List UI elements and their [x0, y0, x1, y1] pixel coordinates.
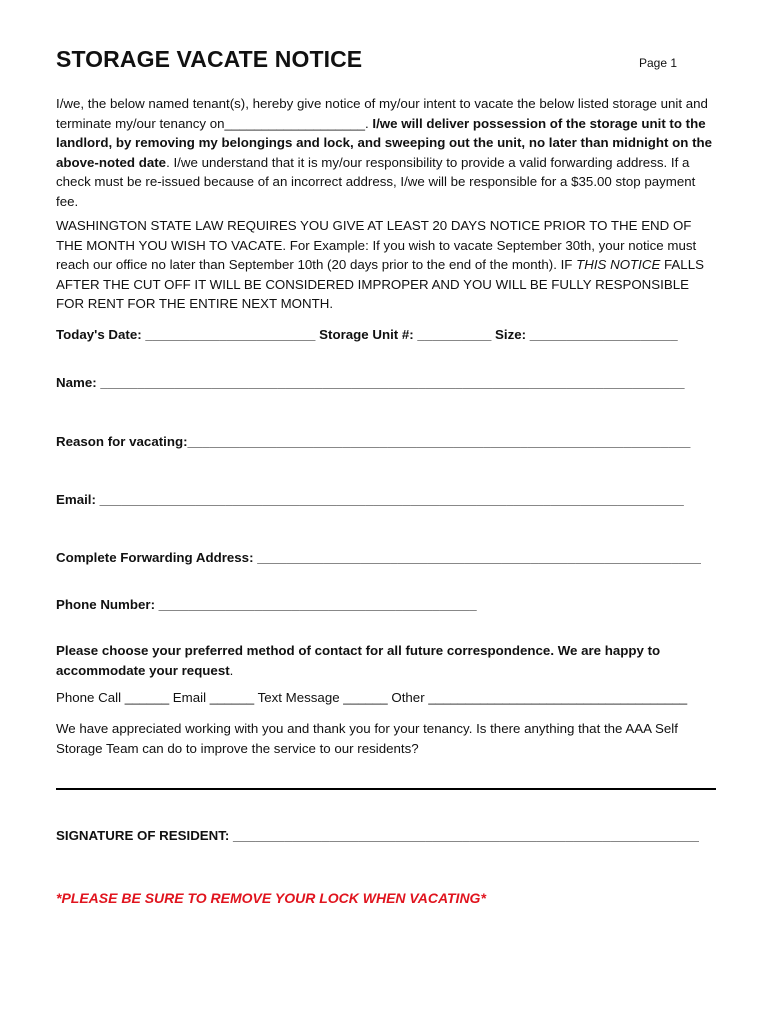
intro-text-2: . I/we understand that it is my/our responsibility to provide a valid forwarding address. If a check must be re-issued because of an incorrect address, I/we will be responsible for a $35.00 stop payment fee. — [56, 154, 696, 209]
name-field[interactable]: Name: _______________________________________________________________________________ — [56, 375, 685, 390]
phone-field[interactable]: Phone Number: ___________________________________________ — [56, 597, 477, 612]
page-title: STORAGE VACATE NOTICE — [56, 46, 363, 72]
intro-text-1: I/we, the below named tenant(s), hereby give notice of my/our intent to vacate the below listed storage unit and terminate my/our tenancy on___________________. — [56, 96, 708, 131]
contact-prompt-end: . — [229, 662, 234, 678]
forwarding-address-field[interactable]: Complete Forwarding Address: ____________________________________________________________ — [56, 550, 701, 565]
divider-line — [56, 788, 716, 790]
contact-prompt-text: Please choose your preferred method of contact for all future correspondence. We are happy to accommodate your request — [56, 643, 661, 678]
contact-preference-prompt — [56, 641, 716, 680]
thanks-paragraph: We have appreciated working with you and thank you for your tenancy. Is there anything that the AAA Self Storage Team can do to improve the service to our residents? — [56, 721, 678, 756]
lock-warning: *PLEASE BE SURE TO REMOVE YOUR LOCK WHEN VACATING* — [56, 890, 486, 906]
law-text-2: FALLS AFTER THE CUT OFF IT WILL BE CONSIDERED IMPROPER AND YOU WILL BE FULLY RESPONSIBLE FOR RENT FOR THE ENTIRE NEXT MONTH. — [56, 257, 704, 311]
signature-field[interactable]: SIGNATURE OF RESIDENT: _______________________________________________________________ — [56, 828, 699, 843]
contact-methods-field[interactable]: Phone Call ______ Email ______ Text Message ______ Other ___________________________________ — [56, 690, 688, 705]
date-unit-size-field[interactable]: Today's Date: _______________________ Storage Unit #: __________ Size: ____________________ — [56, 327, 678, 342]
email-field[interactable]: Email: _______________________________________________________________________________ — [56, 492, 684, 507]
reason-field[interactable]: Reason for vacating:____________________________________________________________________ — [56, 434, 691, 449]
intro-bold-text: I/we will deliver possession of the storage unit to the landlord, by removing my belongings and lock, and sweeping out the unit, no later than midnight on the above-noted date — [56, 115, 713, 170]
page-number: Page 1 — [639, 56, 678, 70]
intro-paragraph — [56, 94, 716, 211]
law-italic-text: THIS NOTICE — [576, 257, 661, 272]
law-text-1: WASHINGTON STATE LAW REQUIRES YOU GIVE AT LEAST 20 DAYS NOTICE PRIOR TO THE END OF THE MONTH YOU WISH TO VACATE. For Example: If you wish to vacate September 30th, your notice must reach our office no later than September 10th (20 days prior to the end of the month). IF — [56, 218, 697, 272]
law-paragraph — [56, 216, 716, 314]
